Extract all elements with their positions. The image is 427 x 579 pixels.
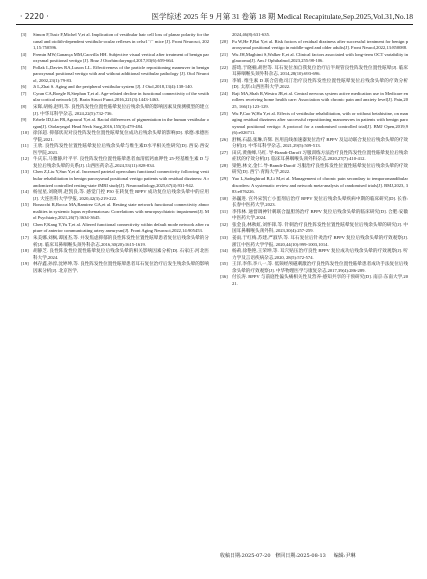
reference-item bbox=[220, 274, 408, 287]
reference-number: [17] bbox=[21, 234, 29, 240]
reference-text: 张金良,林秋虹,刘怀锋,等. 针刺治疗良性阵发性位置性眩晕复位后残余头晕的研究[J]. 中国耳鼻咽喉头颈外科, 2023,30(4):257-259. bbox=[232, 221, 408, 234]
reference-number: [9] bbox=[21, 117, 27, 123]
reference-text: 李伟林. 通督调神针刺联合温胆汤治疗 BPPV 复位后残余头晕的临床研究[D]. 合肥:安徽中医药大学,2024. bbox=[232, 208, 408, 221]
reference-number: [36] bbox=[220, 274, 228, 280]
reference-number: [26] bbox=[220, 136, 228, 142]
reference-text: 牛庆东,马雅静,叶平平. 良性阵发性位置性眩晕患者血清低钙血钾性 25-羟基维生素 D 与复位后残余头晕的关系[J]. 山西医药杂志,2024,53(11):828-834. bbox=[33, 156, 209, 168]
reference-item bbox=[21, 32, 209, 52]
received-date: 收稿日期:2025-07-20 bbox=[220, 553, 271, 559]
reference-text: 舒畅,石磊,张琳,许辉. 医用直线加速器复位治疗 BPPV 及运动联合复位后残余头晕的疗效分析[J]. 中华耳科学杂志, 2021,29(5):509-513. bbox=[232, 136, 408, 149]
reference-item bbox=[220, 111, 408, 137]
reference-item bbox=[220, 261, 408, 274]
reference-text: 林存鑫,孙淳,沈婷坤,等. 良性阵发性位置性眩晕患者耳石复位治疗后发生残余头晕的影响因素分析[J]. 北京医学, bbox=[33, 261, 209, 273]
reference-text: Fu W,He F,Bai Y,et al. Risk factors of residual dizziness after successful treatment for benign paroxysmal positional vertigo in middle-aged and older adults[J]. Front Neurol,2022,13:850088. bbox=[232, 38, 408, 51]
reference-item bbox=[220, 163, 408, 176]
reference-text: 田庆,黄俊峰,马红. 导-Brandt-Daroff 习服训练方法治疗良性阵发性位置性眩晕复位后残余症状的疗效分析[J]. 临床耳鼻咽喉头颈外科杂志,2020,27(7):410-412. bbox=[232, 149, 408, 162]
reference-number: [33] bbox=[220, 234, 228, 240]
references-right-column bbox=[220, 32, 408, 287]
reference-text: 2024,46(8):631-635. bbox=[232, 32, 271, 37]
reference-item bbox=[21, 261, 209, 274]
reference-number: [25] bbox=[220, 110, 228, 116]
reference-text: 梁艳,林文,金仁.导-Brandt-Daroff 习服治疗良性阵发性位置性眩晕复位后残余头晕的疗效研究[D]. 西宁:青海大学,2022. bbox=[232, 162, 408, 175]
reference-text: 付长涛. BPPV 与前庭性偏头痛相关性及营养-感知共享的干预研究[D]. 南京:东南大学,2021. bbox=[232, 274, 408, 286]
reference-item bbox=[220, 150, 408, 163]
reference-text: Wu JH,Maghimi S,Walker E,et al. Clinical factors associated with long-term OCT variability in glaucoma[J]. Am J Ophthalmol,2023,255:98-106. bbox=[232, 51, 408, 64]
reference-item bbox=[21, 222, 209, 235]
page-number: · 2220 · bbox=[20, 12, 49, 21]
references-left-column bbox=[21, 32, 209, 274]
reference-item bbox=[21, 143, 209, 156]
reference-item bbox=[220, 176, 408, 196]
reference-item bbox=[220, 222, 408, 235]
reference-text: 李娟. 维生素 D 联合倍他司汀治疗良性阵发性位置性眩晕复位后残余头晕的疗效分析[D]. 太原:山西医科大学,2022. bbox=[232, 77, 408, 90]
reference-item bbox=[220, 52, 408, 65]
reference-number: [30] bbox=[220, 195, 228, 201]
reference-text: 王洋,李伟,李八一,等. 低频经颅磁刺激治疗良性阵发性位置性眩晕患者成功手法复位后残余头晕的疗效观察[J]. 中华物理医学与康复杂志,2017,39(4):286-289. bbox=[232, 261, 408, 273]
reference-number: [22] bbox=[220, 64, 228, 70]
reference-item bbox=[220, 137, 408, 150]
reference-item bbox=[21, 130, 209, 143]
reference-number: [24] bbox=[220, 90, 228, 96]
reference-text: Ji L,Zhai S. Aging and the peripheral vestibular system [J]. J Otol,2018,13(4):138-140. bbox=[33, 84, 193, 90]
reference-text: 王欣. 良性阵发性位置性眩晕复位后残余头晕与维生素D水平相关性研究[D]. 西安:西安医学院,2021. bbox=[33, 143, 209, 155]
reference-text: Simon F,Tusir F,Michel V,et al. Implication of vestibular hair cell loss of planar polarity for the canal and otolith-dependent vestibulo-ocular reflexes in celsr1⁻/⁻ mice [J]. Front Neurosci, 2021,15:750596. bbox=[33, 32, 209, 51]
reference-number: [5] bbox=[21, 64, 27, 70]
reference-number: [14] bbox=[21, 189, 29, 195]
reference-number: [23] bbox=[220, 77, 228, 83]
reference-text: Bonacchi R,Rocca MA,Ramirez GA,et al. Resting state network functional connectivity abnormalities in systemic lupus erythematosus: Correlations with neuropsychiatric impairment[J]. Mol Psychiatry,2021,26(7):3634-3645. bbox=[33, 202, 209, 221]
reference-item bbox=[220, 209, 408, 222]
reference-number: [3] bbox=[21, 32, 27, 37]
reference-text: 宋晖,胡杨,赵明,等. 良性阵发性位置性眩晕复位后残余头晕的影响因素及预测模型的建立[J]. 中华耳科学杂志, 2024,22(5):732-736. bbox=[33, 104, 209, 116]
reference-number: [34] bbox=[220, 248, 228, 254]
reference-text: 胡静芝. 良性阵发性位置性眩晕复位后残余头晕的相关影响因素分析[D]. 石家庄:河北医科大学,2024. bbox=[33, 248, 209, 260]
reference-item bbox=[220, 91, 408, 111]
reference-text: Pollak L,Davies RA,Luxon LL. Effectiveness of the particle repositioning maneuver in benign paroxysmal positional vertigo with and without additional vestibular pathology [J]. Otol Neurotol, 2002,23(1):79-83. bbox=[33, 64, 209, 83]
reference-text: 姜雨,于红梅,苏建,严淑华,等. 耳石复位后针灸治疗 BPPV 复位后残余头晕的疗效观察[J]. 浙江中医药大学学报, 2020,44(10):999-1003,1014. bbox=[232, 234, 408, 247]
reference-text: 杨星星,刘晓明,赵凯良,等. 感觉门控 P50 在转复性 BPPV 成功复位后残余头晕中的应用[J]. 大连医科大学学报, 2020,42(3):219-222. bbox=[33, 189, 209, 201]
header-rule bbox=[16, 24, 413, 25]
reference-item bbox=[220, 65, 408, 78]
reference-text: 孙巍进. 宫外宋凯亡小蛋剂后治疗 BPPV 复位后残余头晕疾病中期的临床研究[D]. 长春:长春中医药大学,2023. bbox=[232, 195, 408, 208]
reference-number: [13] bbox=[21, 169, 29, 175]
reference-number: [18] bbox=[21, 248, 29, 254]
revised-date: 修回日期:2025-08-13 bbox=[275, 553, 326, 559]
reference-number: [16] bbox=[21, 221, 29, 227]
reference-number: [11] bbox=[21, 143, 29, 149]
reference-number: [6] bbox=[21, 84, 27, 90]
reference-item bbox=[220, 196, 408, 209]
reference-number: [7] bbox=[21, 90, 27, 96]
reference-text: Chen F,Kang Y,Yu T,et al. Altered functional connectivity within default mode network after rupture of anterior communicating artery aneurysm[J]. Front Aging Neurosci,2022,14:905453. bbox=[33, 221, 209, 234]
reference-item bbox=[220, 39, 408, 52]
reference-item bbox=[21, 91, 209, 104]
reference-number: [12] bbox=[21, 156, 29, 162]
reference-text: Raji MA,Shah R,Westra JR,et al. Central nervous system active medication use in Medicare enrollees receiving home health care: Association with chronic pain and anxiety level[J]. Pain,2025, 166(1):123-129. bbox=[232, 90, 408, 110]
reference-number: [19] bbox=[21, 261, 29, 267]
editor-credit: 编辑:尹琳 bbox=[333, 553, 356, 559]
reference-item bbox=[21, 248, 209, 261]
reference-item bbox=[21, 156, 209, 169]
reference-text: Wu P,Cao W,Hu Y,et al. Effects of vestibular rehabilitation, with or without betahistine, on managing residual dizziness after successful repositioning manoeuvres in patients with benign paroxysmal positional vertigo: A protocol for a randomised controlled trial[J]. BMJ Open,2019,9(6):e026711. bbox=[232, 110, 408, 136]
reference-number: [15] bbox=[21, 202, 29, 208]
reference-item bbox=[21, 202, 209, 222]
reference-item bbox=[220, 78, 408, 91]
reference-text: 徐泽超. 抑郁状况对良性阵发性位置性眩晕复位成功后残余头晕的影响[D]. 承德:承德医学院,2021. bbox=[33, 130, 209, 142]
reference-text: Yao L,Sadeghirad B,Li M,et al. Management of chronic pain secondary to temporomandibular disorders: A systematic review and network meta-analysis of randomised trials[J]. BMJ,2023, 383:e076226. bbox=[232, 176, 408, 195]
reference-item bbox=[21, 104, 209, 117]
reference-item bbox=[21, 169, 209, 189]
reference-text: Fremin MW,Ganança MM,Caovilla HH. Subjective visual vertical after treatment of benign paroxysmal positional vertigo [J]. Braz J Otorhinolaryngol,2017,83(6):659-664. bbox=[33, 51, 209, 64]
reference-number: [35] bbox=[220, 261, 228, 267]
reference-number: [20] bbox=[220, 38, 228, 44]
reference-text: 杨莉,徐艳艳,王荣坤,等. 耳穴贴压治疗良性 BPPV 复位成功后残余头晕的疗效观察[J]. 听力学及言语疾病杂志,2020, 28(5):572-574. bbox=[232, 248, 408, 260]
reference-number: [32] bbox=[220, 221, 228, 227]
reference-text: 朱美娜,刘枫,谭国杰,等. 并发焦虑抑郁的良性阵发性位置性眩晕患者复位后残余头晕的分析[J]. 临床耳鼻咽喉头颈外科杂志,2016,30(20):1615-1619. bbox=[33, 234, 209, 247]
journal-running-title: 医学综述 2025 年 9 月第 31 卷第 18 期 Medical Recapitulate,Sep.2025,Vol.31,No.18 bbox=[151, 12, 413, 21]
reference-text: Erbele ID,Lin FR,Agrawal Y,et al. Racial differences of pigmentation in the human vestibular organ[J]. Otolaryngol Head Neck Surg,2016,155(3):479-484. bbox=[33, 117, 209, 129]
reference-number: [10] bbox=[21, 130, 29, 136]
reference-number: [4] bbox=[21, 51, 27, 57]
reference-item bbox=[21, 235, 209, 248]
reference-item bbox=[21, 52, 209, 65]
reference-text: Cyran CA,Boegle R,Stephan T,et al. Age-related decline in functional connectivity of the vestibular cortical network [J]. Brain Struct Funct,2016,221(3):1443-1463. bbox=[33, 90, 209, 103]
reference-item bbox=[21, 65, 209, 85]
article-footer bbox=[220, 553, 410, 560]
reference-item bbox=[220, 235, 408, 248]
reference-item bbox=[21, 189, 209, 202]
reference-number: [29] bbox=[220, 176, 228, 182]
reference-number: [28] bbox=[220, 162, 228, 168]
reference-number: [27] bbox=[220, 149, 228, 155]
reference-number: [8] bbox=[21, 104, 27, 110]
reference-item bbox=[220, 248, 408, 261]
reference-text: 游琦,于晓楠,胡世等. 耳石复位加自我复位治疗后半规管良性阵发性位置性眩晕[J]. 临床耳鼻咽喉头颈外科杂志, 2014,28(10):693-696. bbox=[232, 64, 408, 77]
reference-number: [31] bbox=[220, 208, 228, 214]
reference-text: Chen Z,Liu Y,Sun Y,et al. Increased parietal operculum functional connectivity following vestibular rehabilitation in benign paroxysmal positional vertigo patients with residual dizziness: A randomized controlled resting-state fMRI study[J]. Neuroradiology,2025,67(4):931-942. bbox=[33, 169, 209, 188]
reference-number: [21] bbox=[220, 51, 228, 57]
reference-item bbox=[21, 117, 209, 130]
